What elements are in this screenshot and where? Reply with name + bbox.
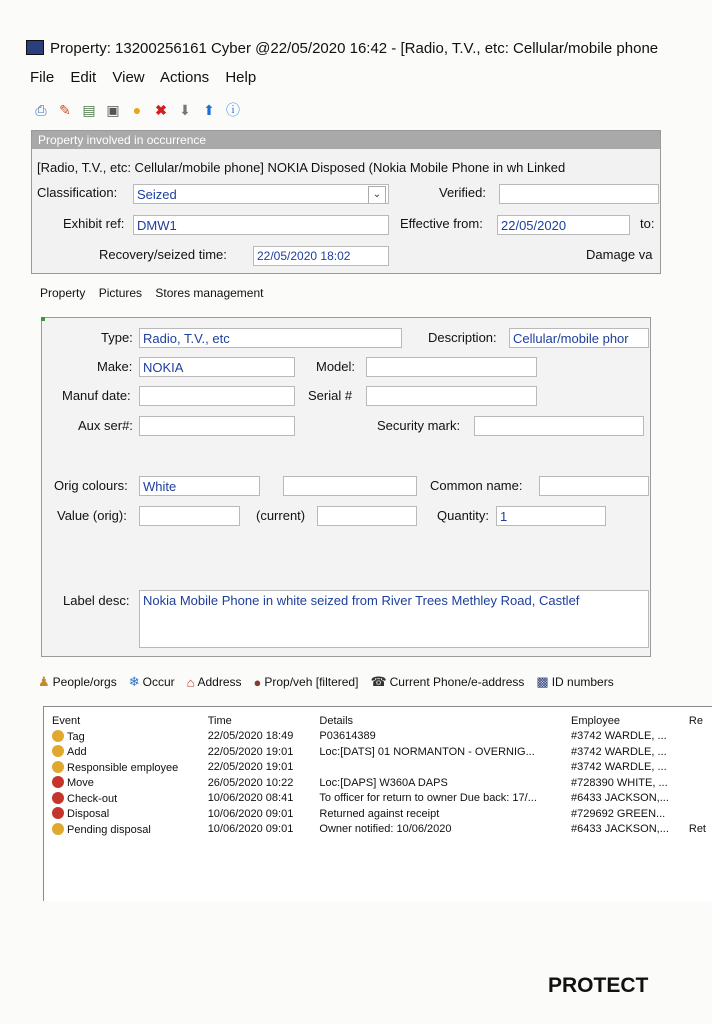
- menu-view[interactable]: View: [112, 69, 145, 86]
- manuf-date-field[interactable]: [139, 386, 295, 406]
- manuf-date-label: Manuf date:: [62, 388, 131, 403]
- events-header-row: [52, 713, 712, 729]
- orig-colours-label: Orig colours:: [54, 478, 128, 493]
- effective-from-field[interactable]: 22/05/2020: [497, 215, 630, 235]
- time-cell: 22/05/2020 18:49: [207, 730, 294, 743]
- classification-label: Classification:: [37, 185, 118, 200]
- damage-value-label: Damage va: [586, 247, 653, 262]
- print-icon[interactable]: ⎙: [35, 101, 47, 118]
- menu-bar: [30, 69, 268, 91]
- window-title-bar: [26, 38, 712, 62]
- description-field[interactable]: Cellular/mobile phor: [509, 328, 649, 348]
- link-current-phone-label: Current Phone/e-address: [389, 675, 525, 689]
- tab-stores-management[interactable]: Stores management: [155, 286, 264, 300]
- toolbar: [30, 97, 246, 123]
- link-people-orgs[interactable]: [38, 674, 117, 690]
- time-cell: 22/05/2020 19:01: [207, 745, 294, 758]
- value-current-field[interactable]: [317, 506, 417, 526]
- phone-icon: ☎: [370, 674, 387, 689]
- edit-icon[interactable]: ✎: [59, 101, 71, 118]
- event-cell: Check-out: [52, 791, 208, 807]
- event-cell: Add: [52, 744, 208, 760]
- re-cell: [689, 760, 712, 776]
- menu-actions[interactable]: Actions: [159, 69, 210, 86]
- make-field[interactable]: NOKIA: [139, 357, 295, 377]
- details-cell: Owner notified: 10/06/2020: [319, 823, 452, 836]
- label-desc-label: Label desc:: [63, 593, 130, 608]
- pending-disposal-event-icon: [52, 823, 64, 835]
- time-cell: 10/06/2020 09:01: [207, 823, 294, 836]
- type-field[interactable]: Radio, T.V., etc: [139, 328, 402, 348]
- value-current-label: (current): [256, 508, 306, 523]
- details-cell: Returned against receipt: [319, 807, 440, 820]
- re-cell: Ret: [688, 823, 706, 836]
- event-cell: Disposal: [52, 806, 208, 822]
- events-table: [52, 713, 712, 837]
- link-occur[interactable]: [129, 674, 175, 690]
- model-field[interactable]: [366, 357, 537, 377]
- occurrence-icon: ❄: [128, 674, 140, 689]
- add-icon[interactable]: ●: [132, 102, 142, 118]
- link-prop-veh[interactable]: [254, 674, 359, 690]
- re-cell: [689, 744, 712, 760]
- security-mark-label: Security mark:: [377, 418, 461, 433]
- table-row[interactable]: [52, 729, 712, 745]
- classification-value: Seized: [137, 187, 177, 202]
- tab-pictures[interactable]: Pictures: [98, 286, 143, 300]
- time-cell: 10/06/2020 08:41: [207, 792, 294, 805]
- security-mark-field[interactable]: [474, 416, 644, 436]
- delete-icon[interactable]: ✖: [155, 101, 167, 118]
- link-address[interactable]: [187, 674, 242, 690]
- value-orig-field[interactable]: [139, 506, 240, 526]
- col-time[interactable]: Time: [207, 714, 232, 727]
- common-name-field[interactable]: [539, 476, 649, 496]
- serial-label: Serial #: [308, 388, 353, 403]
- recovery-time-field[interactable]: 22/05/2020 18:02: [253, 246, 389, 266]
- serial-field[interactable]: [366, 386, 537, 406]
- id-card-icon: ▩: [536, 674, 549, 689]
- tab-property[interactable]: Property: [40, 286, 86, 300]
- occurrence-header: Property involved in occurrence: [32, 131, 660, 149]
- re-cell: [689, 729, 712, 745]
- check-out-event-icon: [52, 792, 64, 804]
- label-desc-value: Nokia Mobile Phone in white seized from River Trees Methley Road, Castlef: [143, 593, 580, 608]
- col-details[interactable]: Details: [319, 714, 354, 727]
- people-icon: ♟: [38, 674, 50, 689]
- employee-cell: #729692 GREEN...: [571, 807, 666, 820]
- occurrence-summary: [Radio, T.V., etc: Cellular/mobile phone] NOKIA Disposed (Nokia Mobile Phone in wh Linked: [37, 160, 566, 175]
- link-prop-veh-label: Prop/veh [filtered]: [264, 675, 359, 689]
- employee-cell: #3742 WARDLE, ...: [571, 730, 667, 743]
- label-desc-field[interactable]: [139, 590, 649, 648]
- list-icon[interactable]: ▤: [82, 101, 96, 118]
- add-event-icon: [52, 745, 64, 757]
- link-id-numbers-label: ID numbers: [551, 675, 614, 689]
- details-cell: [319, 760, 571, 776]
- menu-file[interactable]: File: [30, 69, 55, 86]
- make-label: Make:: [97, 359, 133, 374]
- employee-event-icon: [52, 761, 64, 773]
- employee-cell: #6433 JACKSON,...: [571, 792, 669, 805]
- app-icon: [26, 40, 44, 55]
- classification-select[interactable]: [133, 184, 389, 204]
- model-label: Model:: [316, 359, 356, 374]
- save-icon[interactable]: ▣: [106, 101, 120, 118]
- window-title: Property: 13200256161 Cyber @22/05/2020 16:42 - [Radio, T.V., etc: Cellular/mobile phone: [50, 40, 659, 57]
- description-label: Description:: [428, 330, 497, 345]
- event-cell: Pending disposal: [52, 822, 208, 838]
- table-row[interactable]: [52, 806, 712, 822]
- re-cell: [689, 806, 712, 822]
- house-icon: ⌂: [186, 674, 195, 690]
- protective-marking: PROTECT: [548, 974, 649, 997]
- employee-cell: #3742 WARDLE, ...: [571, 761, 667, 774]
- panel-marker: [41, 317, 45, 321]
- time-cell: 10/06/2020 09:01: [207, 807, 294, 820]
- details-cell: P03614389: [319, 730, 376, 743]
- link-id-numbers[interactable]: [536, 674, 613, 690]
- common-name-label: Common name:: [430, 478, 523, 493]
- col-employee[interactable]: Employee: [571, 714, 620, 727]
- link-current-phone[interactable]: [370, 674, 524, 690]
- tab-strip: [40, 286, 273, 300]
- link-address-label: Address: [197, 675, 242, 689]
- time-cell: 26/05/2020 10:22: [207, 776, 294, 789]
- type-label: Type:: [101, 330, 133, 345]
- details-cell: Loc:[DATS] 01 NORMANTON - OVERNIG...: [319, 745, 535, 758]
- exhibit-ref-field[interactable]: DMW1: [133, 215, 389, 235]
- re-cell: [689, 775, 712, 791]
- value-orig-label: Value (orig):: [57, 508, 127, 523]
- aux-serial-field[interactable]: [139, 416, 295, 436]
- details-cell: Loc:[DAPS] W360A DAPS: [319, 776, 448, 789]
- vehicle-icon: ●: [253, 674, 262, 690]
- menu-edit[interactable]: Edit: [70, 69, 97, 86]
- employee-cell: #3742 WARDLE, ...: [571, 745, 667, 758]
- recovery-time-label: Recovery/seized time:: [99, 247, 227, 262]
- verified-label: Verified:: [439, 185, 486, 200]
- event-cell: Move: [52, 775, 208, 791]
- link-bar: [38, 674, 626, 690]
- col-re[interactable]: Re: [688, 714, 703, 727]
- table-row[interactable]: [52, 775, 712, 791]
- re-cell: [689, 791, 712, 807]
- orig-colours-field[interactable]: White: [139, 476, 260, 496]
- event-cell: Responsible employee: [52, 760, 208, 776]
- verified-field[interactable]: [499, 184, 659, 204]
- chevron-down-icon[interactable]: ⌄: [368, 186, 386, 204]
- col-event[interactable]: Event: [52, 714, 81, 727]
- quantity-field[interactable]: 1: [496, 506, 606, 526]
- time-cell: 22/05/2020 19:01: [207, 761, 294, 774]
- link-people-orgs-label: People/orgs: [52, 675, 117, 689]
- menu-help[interactable]: Help: [225, 69, 257, 86]
- table-row[interactable]: [52, 744, 712, 760]
- table-row[interactable]: [52, 760, 712, 776]
- help-icon[interactable]: ⓘ: [226, 102, 240, 118]
- table-row[interactable]: [52, 791, 712, 807]
- event-cell: Tag: [52, 729, 208, 745]
- table-row[interactable]: [52, 822, 712, 838]
- tag-icon: [52, 730, 64, 742]
- employee-cell: #6433 JACKSON,...: [571, 823, 669, 836]
- details-cell: To officer for return to owner Due back: 17/...: [319, 792, 537, 805]
- employee-cell: #728390 WHITE, ...: [571, 776, 668, 789]
- exhibit-ref-label: Exhibit ref:: [63, 216, 125, 231]
- quantity-label: Quantity:: [437, 508, 490, 523]
- effective-from-label: Effective from:: [400, 216, 483, 231]
- up-arrow-icon[interactable]: ⬆: [203, 101, 215, 118]
- orig-colours-field-2[interactable]: [283, 476, 417, 496]
- aux-serial-label: Aux ser#:: [78, 418, 133, 433]
- download-icon[interactable]: ⬇: [179, 101, 191, 118]
- move-event-icon: [52, 776, 64, 788]
- disposal-event-icon: [52, 807, 64, 819]
- link-occur-label: Occur: [142, 675, 175, 689]
- to-label: to:: [640, 216, 655, 231]
